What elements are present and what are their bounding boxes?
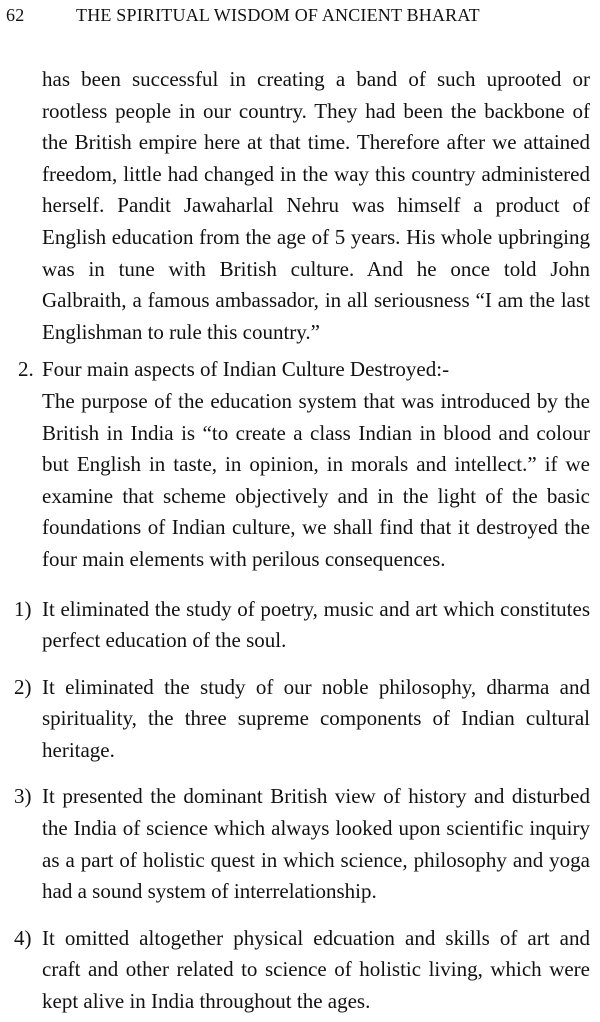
page-number: 62 <box>6 5 25 25</box>
list-item-marker: 3) <box>14 784 32 809</box>
list-item-marker: 4) <box>14 925 32 950</box>
list-item <box>14 923 590 1018</box>
list-item <box>14 672 590 767</box>
list-item-text: It presented the dominant British view of history and disturbed the India of science which always looked upon scientific inquiry as a part of holistic quest in which science, philosophy and yoga had a sound system of interrelationship. <box>42 784 590 904</box>
list-item-text: It eliminated the study of poetry, music and art which constitutes perfect education of the soul. <box>42 596 590 653</box>
running-header <box>6 5 586 26</box>
list-item-text: It omitted altogether physical edcuation and skills of art and craft and other related to science of holistic living, which were kept alive in India throughout the ages. <box>42 925 590 1014</box>
list-item <box>14 781 590 907</box>
book-title: THE SPIRITUAL WISDOM OF ANCIENT BHARAT <box>76 5 480 25</box>
section-2-body: The purpose of the education system that was introduced by the British in India is “to create a class Indian in blood and colour but English in taste, in opinion, in morals and intellect.” if we examine that scheme objectively and in the light of the basic foundations of Indian culture, we shall find that it destroyed the four main elements with perilous consequences. <box>42 388 590 571</box>
paragraph-continuation: has been successful in creating a band of such uprooted or rootless people in our country. They had been the backbone of the British empire here at that time. Therefore after we attained freedom, little had changed in the way this country administered herself. Pandit Jawaharlal Nehru was himself a product of English education from the age of 5 years. His whole upbringing was in tune with British culture. And he once told John Galbraith, a famous ambassador, in all seriousness “I am the last Englishman to rule this country.” <box>42 67 590 344</box>
section-2-heading-text: Four main aspects of Indian Culture Destroyed:- <box>42 357 450 382</box>
list-item-marker: 2) <box>14 674 32 699</box>
section-2-marker: 2. <box>18 357 34 382</box>
list-item-marker: 1) <box>14 596 32 621</box>
section-2-heading <box>18 354 590 386</box>
list-item-text: It eliminated the study of our noble philosophy, dharma and spirituality, the three supreme components of Indian cultural heritage. <box>42 674 590 762</box>
page-body <box>14 64 590 1018</box>
list-item <box>14 594 590 657</box>
